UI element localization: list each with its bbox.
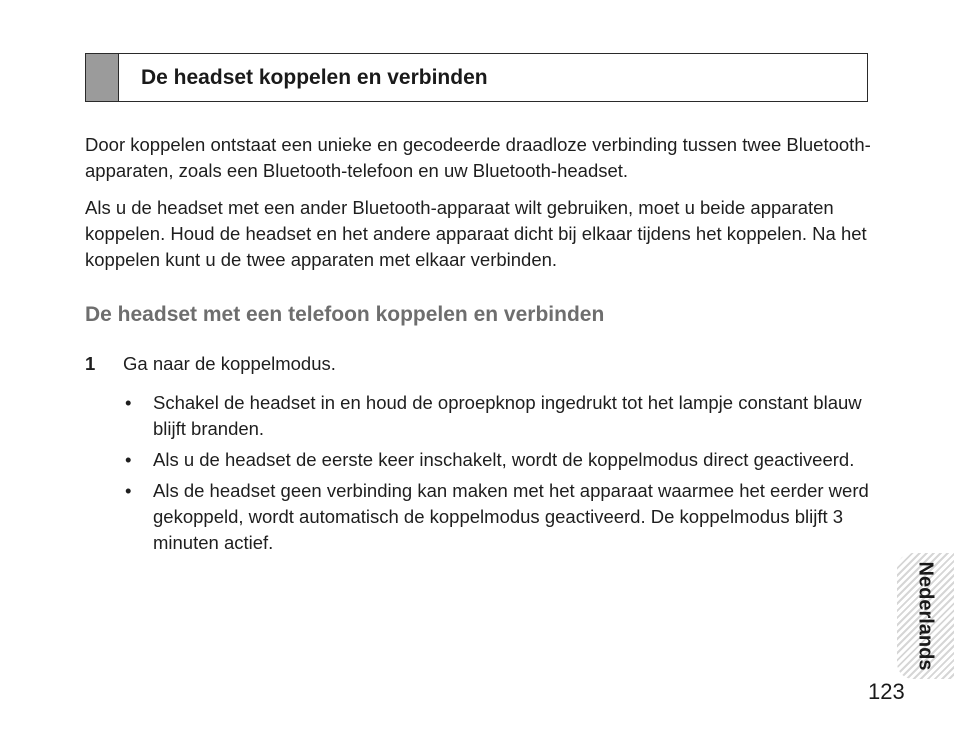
language-label: Nederlands [914,561,937,671]
list-item [125,390,870,442]
list-item [125,478,870,556]
bullet-icon: • [125,449,132,470]
page-number: 123 [868,679,905,704]
step-text: Ga naar de koppelmodus. [123,353,336,374]
step-number: 1 [85,353,96,374]
list-item-text: Als u de headset de eerste keer inschakelt, wordt de koppelmodus direct geactiveerd. [153,449,855,470]
step-item [85,351,336,377]
bullet-icon: • [125,392,132,413]
list-item [125,447,870,473]
language-tab [897,553,954,679]
intro-paragraph-1: Door koppelen ontstaat een unieke en gecodeerde draadloze verbinding tussen twee Bluetooth-apparaten, zoals een Bluetooth-telefoon en uw Bluetooth-headset. [85,134,871,181]
intro-paragraph-2: Als u de headset met een ander Bluetooth-apparaat wilt gebruiken, moet u beide apparaten koppelen. Houd de headset en het andere apparaat dicht bij elkaar tijdens het koppelen. Na het koppelen kunt u de twee apparaten met elkaar verbinden. [85,197,867,270]
section-header [85,53,868,102]
bullet-list [125,390,870,561]
list-item-text: Schakel de headset in en houd de oproepknop ingedrukt tot het lampje constant blauw blijft branden. [153,392,862,439]
header-marker-block [86,54,119,101]
section-title: De headset koppelen en verbinden [141,66,488,89]
list-item-text: Als de headset geen verbinding kan maken met het apparaat waarmee het eerder werd gekoppeld, wordt automatisch de koppelmodus geactiveerd. De koppelmodus blijft 3 minuten actief. [153,480,869,553]
bullet-icon: • [125,480,132,501]
subsection-heading: De headset met een telefoon koppelen en verbinden [85,303,605,326]
